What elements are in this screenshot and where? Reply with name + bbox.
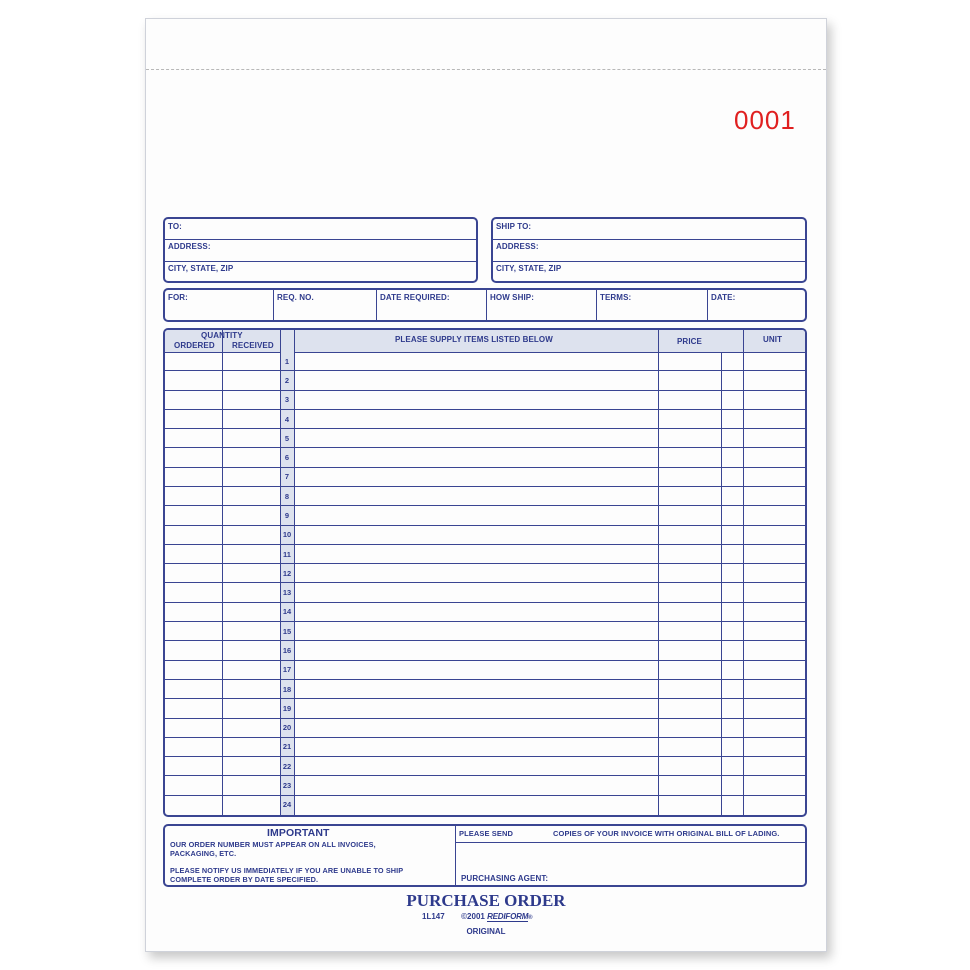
- line-number: 10: [282, 530, 292, 540]
- table-row: [165, 545, 805, 564]
- table-row: [165, 757, 805, 776]
- table-row: [165, 584, 805, 603]
- to-label: TO:: [168, 222, 182, 231]
- line-number: 2: [284, 375, 290, 385]
- table-row: [165, 506, 805, 525]
- table-row: [165, 641, 805, 660]
- invoice-copies-label: COPIES OF YOUR INVOICE WITH ORIGINAL BILL OF LADING.: [553, 829, 780, 838]
- ordered-header: ORDERED: [174, 341, 215, 350]
- purchase-order-sheet: [145, 18, 827, 952]
- table-row: [165, 468, 805, 487]
- table-row: [165, 448, 805, 467]
- for-label: FOR:: [168, 293, 188, 302]
- ship-city-label: CITY, STATE, ZIP: [496, 264, 562, 273]
- form-title: PURCHASE ORDER: [406, 891, 566, 910]
- ship-address-label: ADDRESS:: [496, 242, 539, 251]
- terms-label: TERMS:: [600, 293, 632, 302]
- line-number: 8: [284, 491, 290, 501]
- line-number: 9: [284, 510, 290, 520]
- order-info-row: [163, 288, 807, 322]
- table-row: [165, 410, 805, 429]
- line-number: 22: [282, 761, 292, 771]
- table-row: [165, 603, 805, 622]
- table-row: [165, 719, 805, 738]
- req-no-label: REQ. NO.: [277, 293, 314, 302]
- table-row: [165, 776, 805, 795]
- line-number: 11: [283, 549, 291, 559]
- line-number: 12: [282, 568, 292, 578]
- registered-mark: ®: [528, 915, 533, 921]
- line-number: 21: [282, 742, 292, 752]
- line-number: 6: [284, 453, 290, 463]
- ship-to-label: SHIP TO:: [496, 222, 532, 231]
- quantity-header: QUANTITY: [201, 331, 243, 340]
- perforation-line: [146, 69, 826, 70]
- line-number: 4: [284, 414, 290, 424]
- line-number: 18: [282, 684, 292, 694]
- important-title: IMPORTANT: [267, 827, 330, 839]
- line-number: 13: [282, 588, 292, 598]
- to-city-label: CITY, STATE, ZIP: [168, 264, 234, 273]
- to-box: [163, 217, 478, 283]
- table-row: [165, 564, 805, 583]
- copyright: ©2001: [461, 912, 485, 921]
- table-row: [165, 622, 805, 641]
- price-header: PRICE: [677, 337, 702, 346]
- table-row: [165, 487, 805, 506]
- line-number: 19: [282, 703, 292, 713]
- line-number: 14: [282, 607, 292, 617]
- line-number: 23: [282, 781, 292, 791]
- table-row: [165, 371, 805, 390]
- ship-to-box: [491, 217, 807, 283]
- description-header: PLEASE SUPPLY ITEMS LISTED BELOW: [395, 335, 553, 344]
- purchasing-agent-label: PURCHASING AGENT:: [461, 874, 549, 883]
- table-row: [165, 796, 805, 815]
- unit-header: UNIT: [763, 335, 783, 344]
- important-line-3: PLEASE NOTIFY US IMMEDIATELY IF YOU ARE UNABLE TO SHIP: [170, 866, 404, 875]
- line-number: 24: [282, 800, 292, 810]
- table-row: [165, 738, 805, 757]
- table-row: [165, 680, 805, 699]
- table-row: [165, 391, 805, 410]
- table-row: [165, 699, 805, 718]
- important-line-1: OUR ORDER NUMBER MUST APPEAR ON ALL INVOICES,: [170, 840, 376, 849]
- form-imprint: [422, 912, 533, 921]
- received-header: RECEIVED: [232, 341, 274, 350]
- line-number: 16: [282, 646, 292, 656]
- form-code: 1L147: [422, 912, 445, 921]
- copy-type: ORIGINAL: [466, 927, 506, 936]
- date-required-label: DATE REQUIRED:: [380, 293, 450, 302]
- items-table: [163, 328, 807, 817]
- line-number: 1: [284, 356, 290, 366]
- line-number: 17: [282, 665, 292, 675]
- to-address-label: ADDRESS:: [168, 242, 211, 251]
- please-send-label: PLEASE SEND: [459, 829, 514, 838]
- important-line-4: COMPLETE ORDER BY DATE SPECIFIED.: [170, 875, 319, 884]
- line-number: 15: [282, 626, 292, 636]
- table-row: [165, 526, 805, 545]
- important-box: [163, 824, 807, 887]
- how-ship-label: HOW SHIP:: [490, 293, 535, 302]
- table-row: [165, 429, 805, 448]
- line-number: 5: [284, 433, 290, 443]
- serial-number: 0001: [734, 105, 796, 135]
- line-number: 20: [282, 723, 292, 733]
- date-label: DATE:: [711, 293, 736, 302]
- important-line-2: PACKAGING, ETC.: [170, 849, 237, 858]
- table-row: [165, 661, 805, 680]
- brand-logo: REDIFORM: [487, 912, 529, 921]
- line-number: 3: [284, 395, 290, 405]
- line-number: 7: [284, 472, 290, 482]
- table-row: [165, 352, 805, 371]
